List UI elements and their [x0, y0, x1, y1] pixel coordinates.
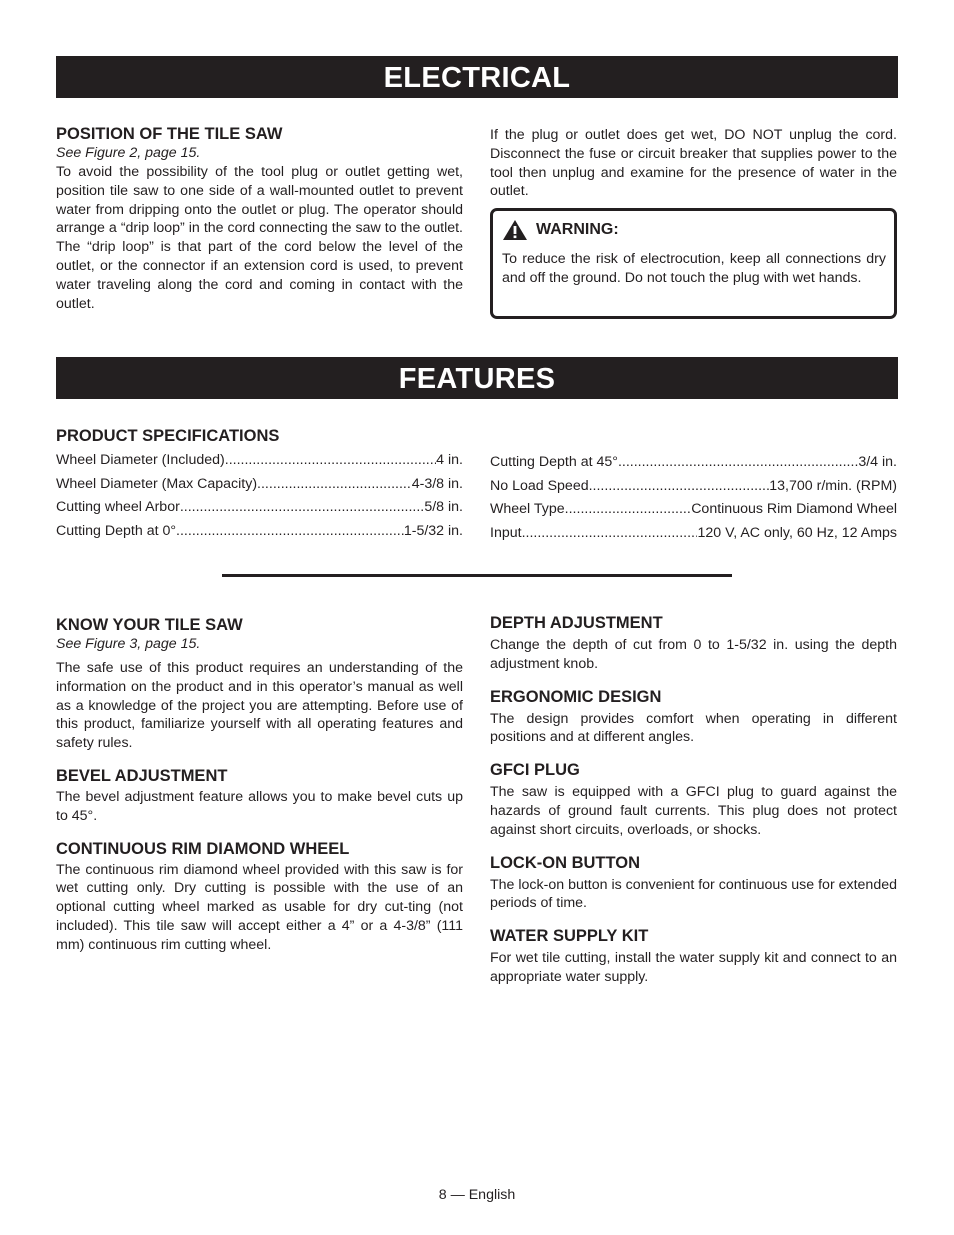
depth-body: Change the depth of cut from 0 to 1-5/32 in. using the depth adjustment knob. — [490, 637, 897, 672]
features-left-column — [56, 615, 463, 955]
spec-label: Input — [490, 524, 522, 541]
spec-row — [490, 475, 897, 499]
spec-row — [490, 498, 897, 522]
warning-label: WARNING: — [536, 221, 619, 238]
divider-rule — [222, 574, 732, 577]
lockon-heading: LOCK-ON BUTTON — [490, 853, 641, 872]
water-heading: WATER SUPPLY KIT — [490, 927, 649, 946]
specs-right — [490, 451, 897, 545]
spec-row — [56, 473, 463, 497]
gfci-body: The saw is equipped with a GFCI plug to guard against the hazards of ground fault currents. This plug does not protect against short circuits, overloads, or shocks. — [490, 784, 897, 838]
spec-row — [490, 451, 897, 475]
specs-heading: PRODUCT SPECIFICATIONS — [56, 427, 280, 445]
spec-row — [490, 522, 897, 546]
spec-value: 13,700 r/min. (RPM) — [769, 477, 897, 494]
ergonomic-body: The design provides comfort when operating in different positions and at different angles. — [490, 710, 897, 746]
spec-value: 3/4 in. — [858, 454, 897, 470]
spec-label: Wheel Diameter (Max Capacity) — [56, 475, 258, 492]
spec-value: 4 in. — [436, 452, 463, 468]
position-ref: See Figure 2, page 15. — [56, 145, 201, 161]
bevel-heading: BEVEL ADJUSTMENT — [56, 766, 228, 785]
know-body: The safe use of this product requires an understanding of the information on the product and in this operator’s manual as well as a knowledge of the project you are attempting. Before use of this product, familiarize yourself with all operating features and safety rules. — [56, 660, 463, 752]
lockon-body: The lock-on button is convenient for continuous use for extended periods of time. — [490, 876, 897, 912]
features-banner — [56, 357, 898, 399]
position-heading: POSITION OF THE TILE SAW — [56, 125, 283, 143]
warning-header — [502, 219, 886, 241]
spec-value: 4-3/8 in. — [411, 475, 463, 492]
know-ref: See Figure 3, page 15. — [56, 636, 201, 652]
wheel-heading: CONTINUOUS RIM DIAMOND WHEEL — [56, 839, 350, 858]
position-section — [56, 124, 463, 313]
bevel-body: The bevel adjustment feature allows you to make bevel cuts up to 45°. — [56, 788, 463, 824]
spec-label: Cutting Depth at 45° — [490, 454, 618, 470]
electrical-title: ELECTRICAL — [383, 62, 571, 94]
spec-value: 5/8 in. — [424, 499, 463, 515]
spec-value: Continuous Rim Diamond Wheel — [691, 501, 897, 517]
warning-text: To reduce the risk of electrocution, keep all connections dry and off the ground. Do not touch the plug with wet hands. — [502, 251, 886, 286]
spec-value: 1-5/32 in. — [403, 522, 463, 539]
spec-label: Wheel Type — [490, 501, 565, 517]
spec-label: Cutting wheel Arbor — [56, 499, 180, 515]
know-heading: KNOW YOUR TILE SAW — [56, 616, 243, 634]
wet-plug-section — [490, 126, 897, 201]
spec-row — [56, 449, 463, 473]
water-body: For wet tile cutting, install the water supply kit and connect to an appropriate water supply. — [490, 950, 897, 985]
ergonomic-heading: ERGONOMIC DESIGN — [490, 687, 662, 706]
gfci-heading: GFCI PLUG — [490, 761, 580, 780]
features-title: FEATURES — [398, 363, 556, 395]
spec-label: No Load Speed — [490, 477, 589, 494]
spec-value: 120 V, AC only, 60 Hz, 12 Amps — [697, 524, 897, 541]
wet-plug-text: If the plug or outlet does get wet, DO NOT unplug the cord. Disconnect the fuse or circuit breaker that supplies power to the tool then unplug and examine for the presence of water in the outlet. — [490, 127, 897, 200]
warning-box — [490, 208, 897, 319]
spec-row — [56, 520, 463, 544]
specs-left — [56, 426, 463, 543]
page-footer: 8 — English — [438, 1187, 516, 1203]
wheel-body: The continuous rim diamond wheel provided with this saw is for wet cutting only. Dry cutting is possible with the use of an optional cutting wheel marked as usable for dry cut-ting (not included). This tile saw will accept either a 4” or a 4-3/8” (111 mm) continuous rim cutting wheel. — [56, 861, 463, 953]
spec-label: Wheel Diameter (Included) — [56, 452, 225, 468]
features-right-column — [490, 613, 897, 987]
spec-row — [56, 496, 463, 520]
position-body: To avoid the possibility of the tool plug or outlet getting wet, position tile saw to one side of a wall-mounted outlet to prevent water from dripping onto the outlet or plug. The operator should arrange a “drip loop” in the cord connecting the saw to the outlet. The “drip loop” is that part of the cord below the level of the outlet, or the connector if an extension cord is used, to prevent water traveling along the cord and coming in contact with the outlet. — [56, 164, 463, 312]
warning-triangle-icon — [502, 219, 528, 241]
spec-label: Cutting Depth at 0° — [56, 522, 177, 539]
depth-heading: DEPTH ADJUSTMENT — [490, 614, 663, 632]
electrical-banner — [56, 56, 898, 98]
